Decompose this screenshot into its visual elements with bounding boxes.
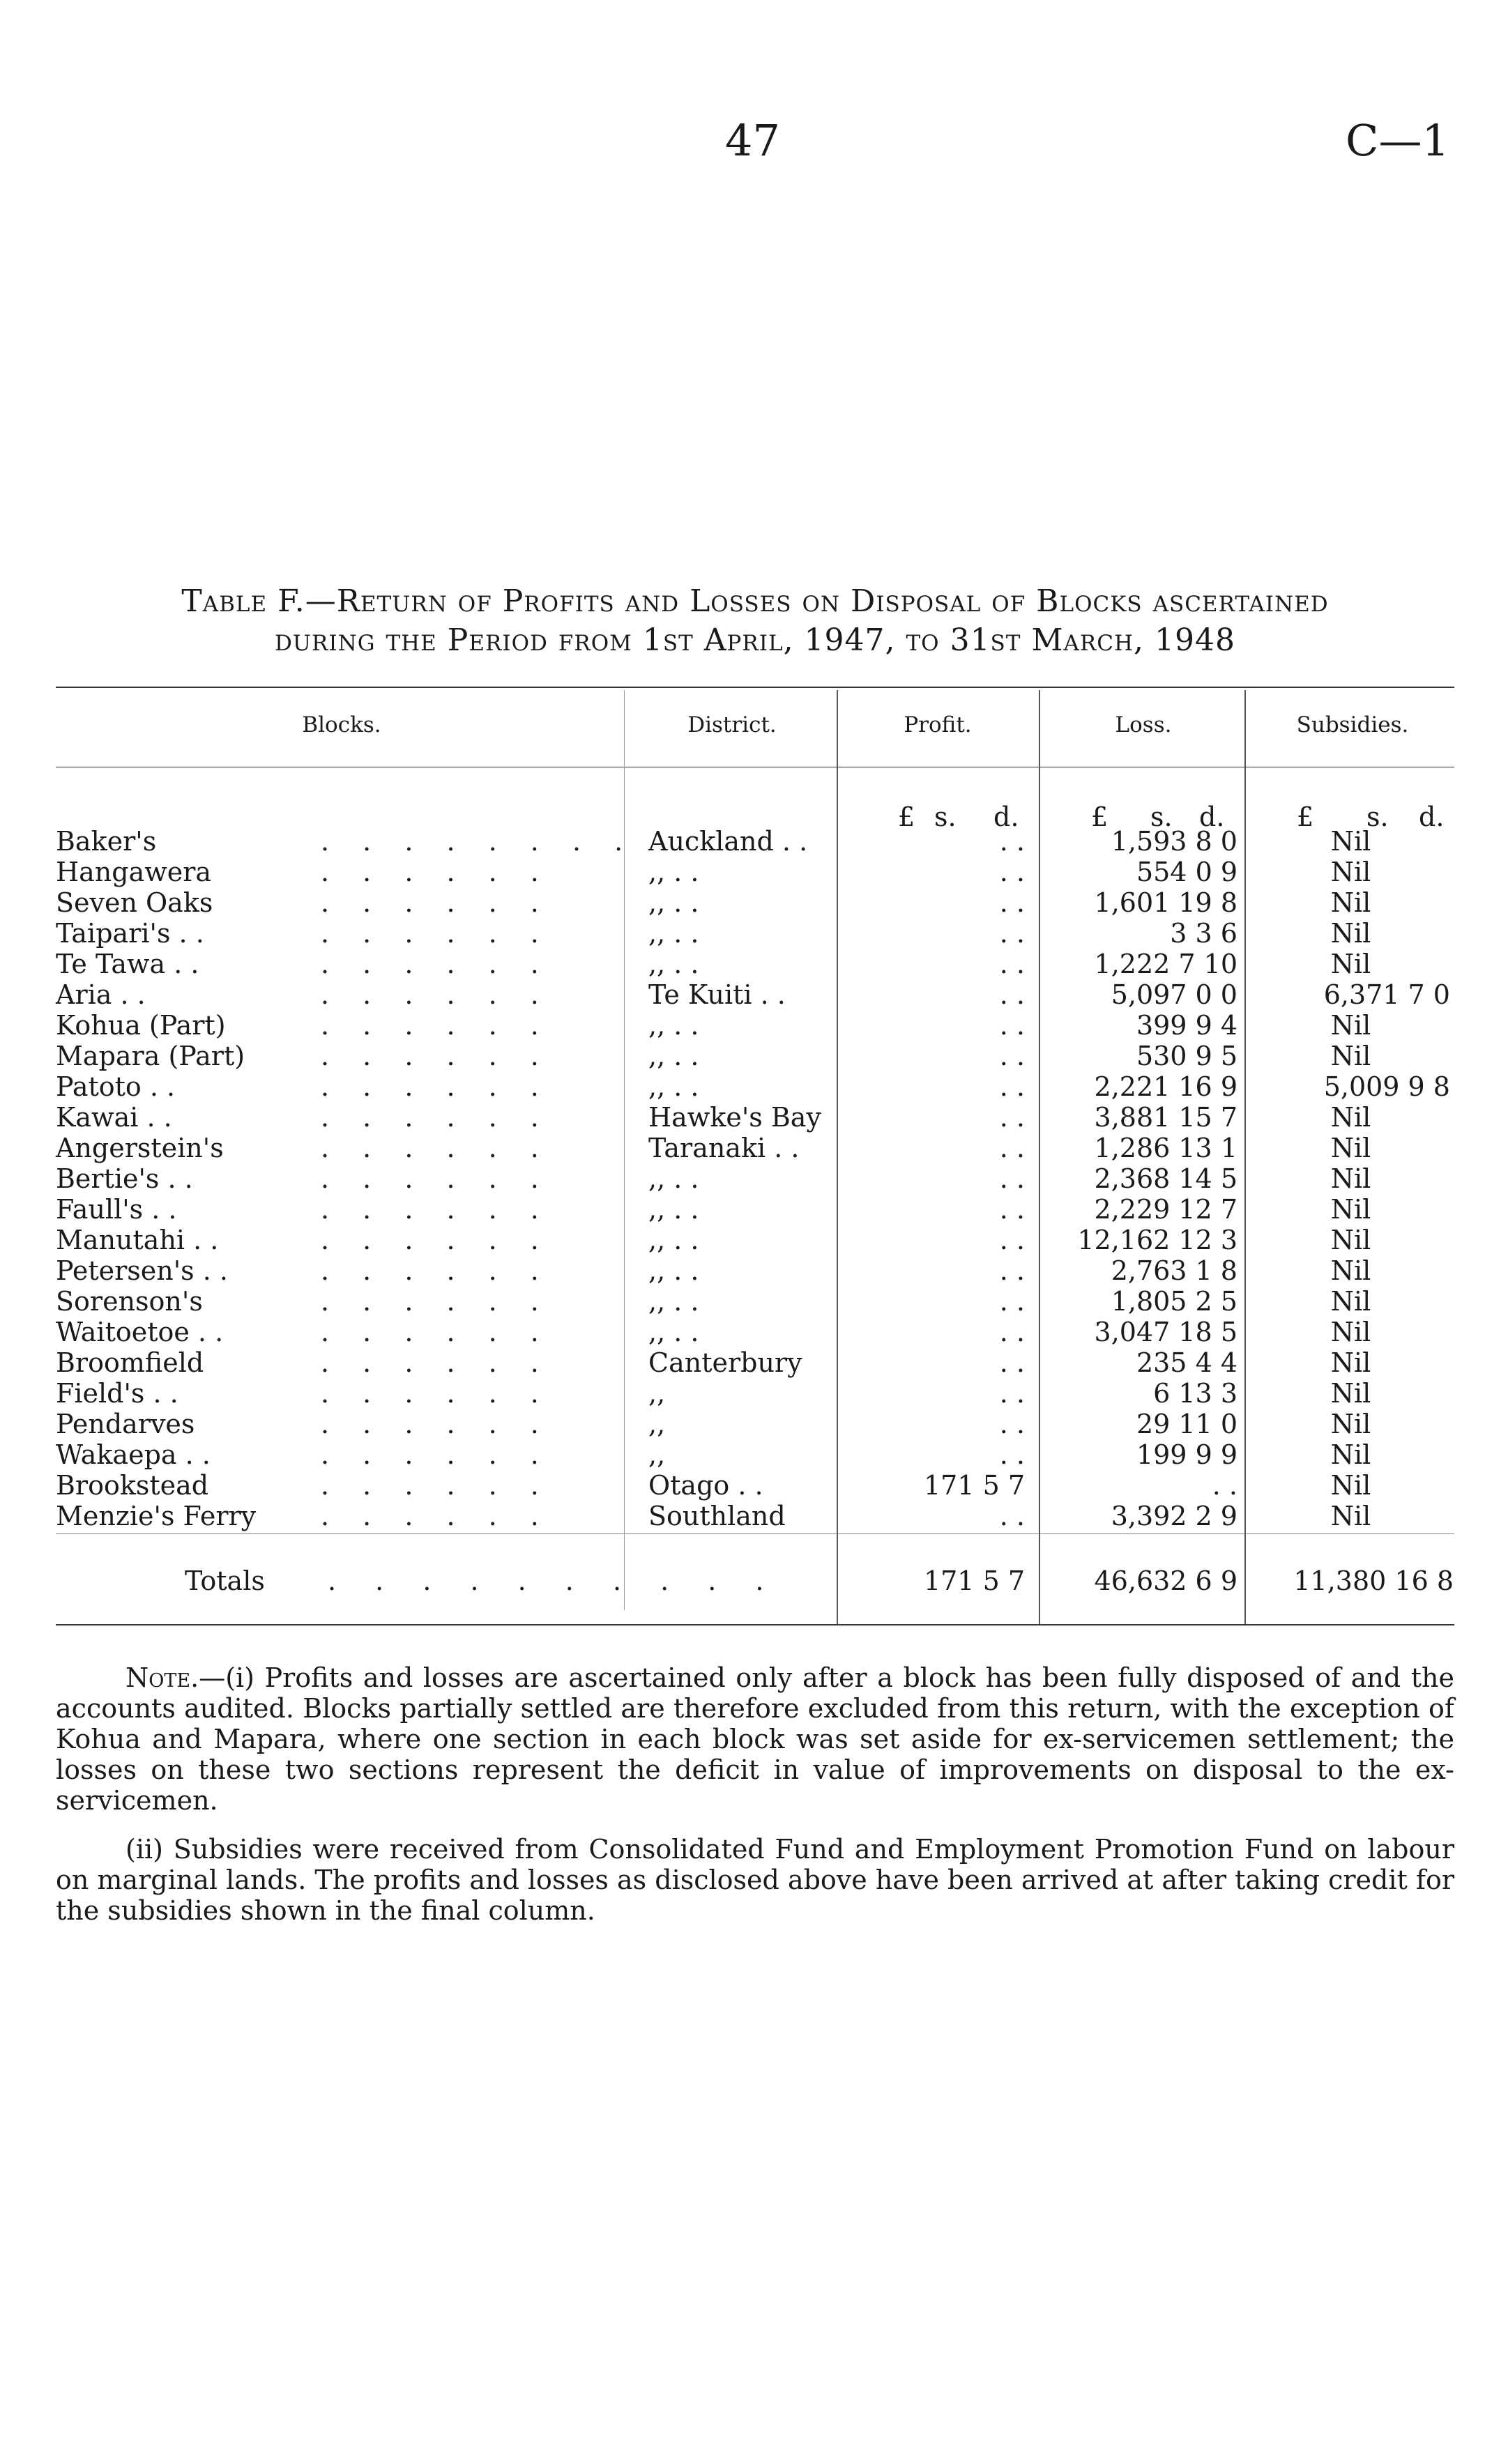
leader-dots: . . . . . . (321, 1102, 551, 1133)
leader-dots: . . . . . . (321, 887, 551, 918)
column-header-blocks: Blocks. (302, 712, 381, 737)
district-cell: Hawke's Bay (648, 1102, 821, 1133)
subsidies-shilling-unit: s. (1366, 802, 1389, 832)
profit-cell: . . (999, 887, 1025, 918)
profit-cell: . . (999, 857, 1025, 887)
totals-row (0, 1566, 1508, 1596)
leader-dots: . . . . . . (321, 1071, 551, 1102)
block-name: Brookstead (56, 1470, 209, 1501)
subsidies-cell: Nil (1330, 1378, 1371, 1409)
loss-cell: 235 4 4 (1136, 1347, 1237, 1378)
note-2 (56, 1834, 1454, 1926)
totals-profit: 171 5 7 (923, 1566, 1025, 1596)
loss-cell: . . (1212, 1470, 1237, 1501)
loss-cell: 3,392 2 9 (1111, 1501, 1237, 1531)
column-header-subsidies: Subsidies. (1296, 712, 1409, 737)
subsidies-cell: Nil (1330, 1133, 1371, 1163)
subsidies-cell: Nil (1330, 1409, 1371, 1439)
loss-cell: 2,221 16 9 (1094, 1071, 1237, 1102)
subsidies-cell: Nil (1330, 826, 1371, 857)
table-row (0, 1255, 1508, 1286)
profit-cell: . . (999, 826, 1025, 857)
table-row (0, 1194, 1508, 1225)
block-name: Menzie's Ferry (56, 1501, 257, 1531)
block-name: Aria . . (56, 979, 146, 1010)
subsidies-pence-unit: d. (1419, 802, 1445, 832)
leader-dots: . . . . . . (321, 979, 551, 1010)
totals-dots: . . . . . . . . . . (328, 1566, 779, 1596)
subsidies-cell: Nil (1330, 1470, 1371, 1501)
profit-pound-unit: £ (898, 802, 915, 832)
block-name: Seven Oaks (56, 887, 213, 918)
table-row (0, 1347, 1508, 1378)
subsidies-cell: Nil (1330, 1255, 1371, 1286)
subsidies-cell: Nil (1330, 1347, 1371, 1378)
table-row (0, 1286, 1508, 1317)
block-name: Petersen's . . (56, 1255, 228, 1286)
profit-shilling-unit: s. (934, 802, 957, 832)
leader-dots: . . . . . . (321, 1163, 551, 1194)
loss-cell: 2,368 14 5 (1094, 1163, 1237, 1194)
document-code: C—1 (1346, 115, 1449, 166)
table-row (0, 1102, 1508, 1133)
loss-cell: 3,047 18 5 (1094, 1317, 1237, 1347)
subsidies-cell: Nil (1330, 857, 1371, 887)
table-row (0, 1409, 1508, 1439)
leader-dots: . . . . . . (321, 1255, 551, 1286)
column-header-profit: Profit. (904, 712, 972, 737)
totals-label: Totals (185, 1566, 265, 1596)
table-row (0, 887, 1508, 918)
district-cell: ,, . . (648, 1286, 699, 1317)
block-name: Wakaepa . . (56, 1439, 211, 1470)
district-cell: ,, . . (648, 918, 699, 949)
profit-cell: . . (999, 918, 1025, 949)
profit-cell: 171 5 7 (923, 1470, 1025, 1501)
district-cell: ,, . . (648, 949, 699, 979)
district-cell: Otago . . (648, 1470, 763, 1501)
profit-cell: . . (999, 1439, 1025, 1470)
table-title (56, 582, 1454, 660)
leader-dots: . . . . . . (321, 1041, 551, 1071)
profit-cell: . . (999, 979, 1025, 1010)
page-number: 47 (725, 115, 780, 166)
leader-dots: . . . . . . (321, 1317, 551, 1347)
leader-dots: . . . . . . (321, 1439, 551, 1470)
block-name: Manutahi . . (56, 1225, 219, 1255)
district-cell: ,, . . (648, 1194, 699, 1225)
profit-cell: . . (999, 1194, 1025, 1225)
block-name: Faull's . . (56, 1194, 177, 1225)
district-cell: ,, . . (648, 1163, 699, 1194)
notes-section (56, 1662, 1454, 1944)
table-top-rule (56, 687, 1454, 688)
district-cell: ,, . . (648, 1255, 699, 1286)
loss-cell: 530 9 5 (1136, 1041, 1237, 1071)
leader-dots: . . . . . . (321, 857, 551, 887)
table-row (0, 918, 1508, 949)
loss-shilling-unit: s. (1150, 802, 1173, 832)
loss-cell: 199 9 9 (1136, 1439, 1237, 1470)
profit-cell: . . (999, 1225, 1025, 1255)
leader-dots: . . . . . . (321, 1470, 551, 1501)
loss-cell: 29 11 0 (1136, 1409, 1237, 1439)
subsidies-cell: Nil (1330, 1041, 1371, 1071)
block-name: Angerstein's (56, 1133, 224, 1163)
profit-pence-unit: d. (993, 802, 1019, 832)
district-cell: ,, . . (648, 887, 699, 918)
subsidies-cell: Nil (1330, 887, 1371, 918)
loss-cell: 1,222 7 10 (1094, 949, 1237, 979)
loss-cell: 2,763 1 8 (1111, 1255, 1237, 1286)
district-cell: ,, . . (648, 1071, 699, 1102)
note-1-text: —(i) Profits and losses are ascertained only after a block has been fully disposed of and the accounts audited. Blocks partially settled are therefore excluded from this return, with the exception of Kohua and Mapara, where one section in each block was set aside for ex-servicemen settlement; the losses on these two sections represent the deficit in value of improvements on disposal to the ex-servicemen. (56, 1662, 1454, 1816)
column-header-loss: Loss. (1115, 712, 1172, 737)
leader-dots: . . . . . . (321, 1409, 551, 1439)
district-cell: ,, (648, 1439, 666, 1470)
loss-cell: 2,229 12 7 (1094, 1194, 1237, 1225)
subsidies-cell: Nil (1330, 1501, 1371, 1531)
leader-dots: . . . . . . (321, 1194, 551, 1225)
profit-cell: . . (999, 1010, 1025, 1041)
block-name: Baker's (56, 826, 157, 857)
profit-cell: . . (999, 1163, 1025, 1194)
table-row (0, 1071, 1508, 1102)
leader-dots: . . . . . . (321, 918, 551, 949)
loss-pound-unit: £ (1091, 802, 1109, 832)
leader-dots: . . . . . . (321, 1347, 551, 1378)
totals-subsidies: 11,380 16 8 (1293, 1566, 1454, 1596)
district-cell: Canterbury (648, 1347, 802, 1378)
table-bottom-rule (56, 1624, 1454, 1625)
loss-cell: 554 0 9 (1136, 857, 1237, 887)
table-row (0, 979, 1508, 1010)
loss-cell: 12,162 12 3 (1077, 1225, 1237, 1255)
table-row (0, 826, 1508, 857)
profit-cell: . . (999, 1378, 1025, 1409)
district-cell: ,, (648, 1409, 666, 1439)
table-row (0, 1378, 1508, 1409)
profit-cell: . . (999, 1347, 1025, 1378)
subsidies-cell: Nil (1330, 1194, 1371, 1225)
subsidies-cell: Nil (1330, 1286, 1371, 1317)
table-row (0, 1470, 1508, 1501)
subsidies-cell: Nil (1330, 949, 1371, 979)
table-row (0, 1439, 1508, 1470)
table-title-line-1: Table F.—Return of Profits and Losses on Disposal of Blocks ascertained (181, 583, 1329, 619)
block-name: Sorenson's (56, 1286, 203, 1317)
district-cell: ,, (648, 1378, 666, 1409)
leader-dots: . . . . . . (321, 1286, 551, 1317)
column-header-district: District. (687, 712, 777, 737)
loss-cell: 6 13 3 (1153, 1378, 1237, 1409)
note-1 (56, 1662, 1454, 1816)
block-name: Kohua (Part) (56, 1010, 226, 1041)
profit-cell: . . (999, 1501, 1025, 1531)
district-cell: Te Kuiti . . (648, 979, 786, 1010)
profit-cell: . . (999, 949, 1025, 979)
block-name: Waitoetoe . . (56, 1317, 224, 1347)
profit-cell: . . (999, 1102, 1025, 1133)
block-name: Hangawera (56, 857, 212, 887)
table-row (0, 1133, 1508, 1163)
district-cell: ,, . . (648, 1010, 699, 1041)
block-name: Mapara (Part) (56, 1041, 245, 1071)
block-name: Patoto . . (56, 1071, 176, 1102)
subsidies-cell: Nil (1330, 918, 1371, 949)
loss-cell: 1,286 13 1 (1094, 1133, 1237, 1163)
subsidies-pound-unit: £ (1297, 802, 1314, 832)
loss-cell: 1,593 8 0 (1111, 826, 1237, 857)
subsidies-cell: 6,371 7 0 (1323, 979, 1450, 1010)
loss-cell: 5,097 0 0 (1111, 979, 1237, 1010)
table-row (0, 1225, 1508, 1255)
subsidies-cell: Nil (1330, 1102, 1371, 1133)
subsidies-cell: Nil (1330, 1225, 1371, 1255)
table-row (0, 1041, 1508, 1071)
block-name: Kawai . . (56, 1102, 172, 1133)
table-row (0, 857, 1508, 887)
totals-loss: 46,632 6 9 (1094, 1566, 1237, 1596)
district-cell: ,, . . (648, 857, 699, 887)
note-1-label: Note. (125, 1662, 199, 1693)
table-title-line-2: during the Period from 1st April, 1947, to 31st March, 1948 (275, 622, 1235, 658)
subsidies-cell: 5,009 9 8 (1323, 1071, 1450, 1102)
profit-cell: . . (999, 1286, 1025, 1317)
loss-cell: 1,805 2 5 (1111, 1286, 1237, 1317)
profit-cell: . . (999, 1409, 1025, 1439)
block-name: Bertie's . . (56, 1163, 193, 1194)
table-row (0, 949, 1508, 979)
profit-cell: . . (999, 1317, 1025, 1347)
subsidies-cell: Nil (1330, 1010, 1371, 1041)
district-cell: ,, . . (648, 1041, 699, 1071)
subsidies-cell: Nil (1330, 1439, 1371, 1470)
loss-cell: 1,601 19 8 (1094, 887, 1237, 918)
profit-cell: . . (999, 1133, 1025, 1163)
leader-dots: . . . . . . (321, 1378, 551, 1409)
table-row (0, 1317, 1508, 1347)
block-name: Broomfield (56, 1347, 204, 1378)
block-name: Field's . . (56, 1378, 178, 1409)
profit-cell: . . (999, 1041, 1025, 1071)
leader-dots: . . . . . . (321, 1501, 551, 1531)
loss-cell: 3,881 15 7 (1094, 1102, 1237, 1133)
district-cell: Taranaki . . (648, 1133, 800, 1163)
leader-dots: . . . . . . (321, 1133, 551, 1163)
table-row (0, 1501, 1508, 1531)
loss-cell: 399 9 4 (1136, 1010, 1237, 1041)
table-body (0, 826, 1508, 1531)
profit-cell: . . (999, 1071, 1025, 1102)
block-name: Pendarves (56, 1409, 195, 1439)
block-name: Taipari's . . (56, 918, 204, 949)
leader-dots: . . . . . . (321, 949, 551, 979)
district-cell: ,, . . (648, 1317, 699, 1347)
district-cell: ,, . . (648, 1225, 699, 1255)
table-row (0, 1163, 1508, 1194)
district-cell: Auckland . . (648, 826, 808, 857)
block-name: Te Tawa . . (56, 949, 199, 979)
profit-cell: . . (999, 1255, 1025, 1286)
table-row (0, 1010, 1508, 1041)
subsidies-cell: Nil (1330, 1317, 1371, 1347)
subsidies-cell: Nil (1330, 1163, 1371, 1194)
loss-pence-unit: d. (1199, 802, 1225, 832)
note-2-text: (ii) Subsidies were received from Consolidated Fund and Employment Promotion Fund on labour on marginal lands. The profits and losses as disclosed above have been arrived at after taking credit for the subsidies shown in the final column. (56, 1834, 1454, 1926)
leader-dots: . . . . . . (321, 1225, 551, 1255)
leader-dots: . . . . . . . . (321, 826, 636, 857)
leader-dots: . . . . . . (321, 1010, 551, 1041)
loss-cell: 3 3 6 (1170, 918, 1237, 949)
district-cell: Southland (648, 1501, 786, 1531)
